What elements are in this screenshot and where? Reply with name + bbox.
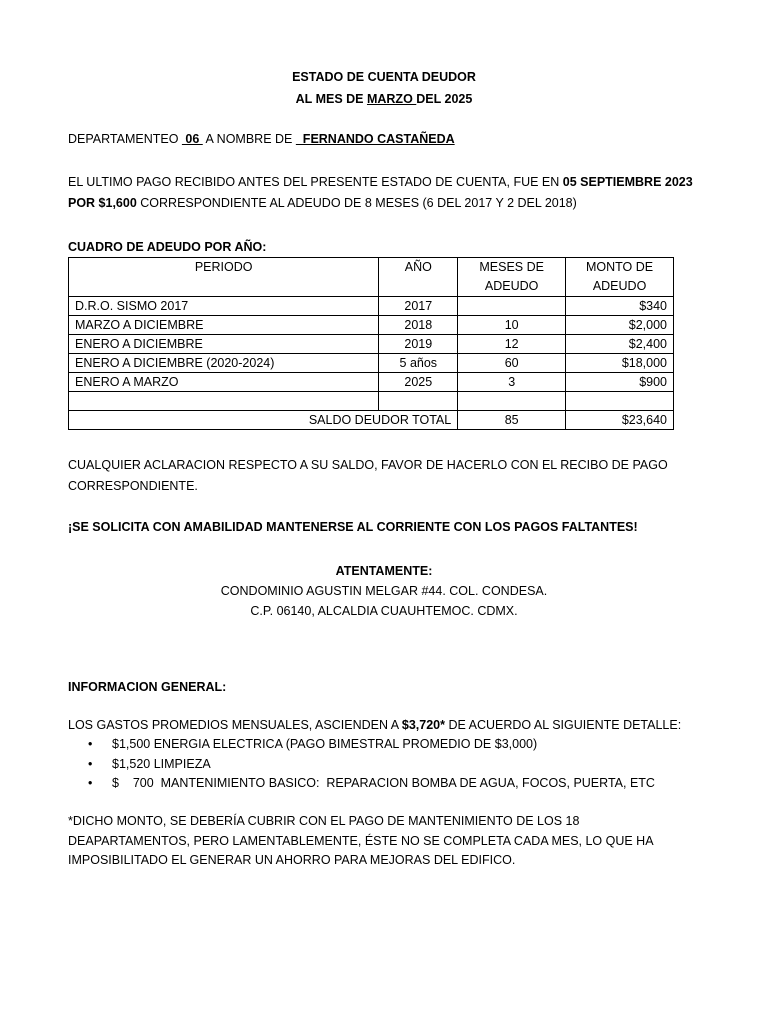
title-month: MARZO bbox=[366, 92, 417, 106]
cell-meses: 10 bbox=[458, 316, 566, 335]
last-payment-paragraph bbox=[68, 172, 698, 214]
table-row-empty bbox=[69, 392, 674, 411]
table-total-row bbox=[69, 411, 674, 430]
header-anio-text: AÑO bbox=[404, 260, 432, 274]
title-line-2 bbox=[0, 88, 768, 110]
cell-monto: $18,000 bbox=[566, 354, 674, 373]
dept-label: DEPARTAMENTEO bbox=[68, 132, 182, 146]
table-row bbox=[69, 373, 674, 392]
header-periodo bbox=[69, 258, 379, 297]
cell-anio: 5 años bbox=[379, 354, 458, 373]
general-intro-suffix: DE ACUERDO AL SIGUIENTE DETALLE: bbox=[445, 718, 682, 732]
footnote-paragraph: *DICHO MONTO, SE DEBERÍA CUBRIR CON EL PAGO DE MANTENIMIENTO DE LOS 18 DEAPARTAMENTOS, PERO LAMENTABLEMENTE, ÉSTE NO SE COMPLETA CADA MES, LO QUE HA IMPOSIBILITADO EL GENERAR UN AHORRO PARA MEJORAS DEL EDIFICO. bbox=[68, 814, 653, 867]
last-payment-text-2: CORRESPONDIENTE AL ADEUDO DE 8 MESES (6 DEL 2017 Y 2 DEL 2018) bbox=[136, 196, 577, 210]
signature-line-2: C.P. 06140, ALCALDIA CUAUHTEMOC. CDMX. bbox=[250, 604, 518, 618]
cell-anio: 2018 bbox=[379, 316, 458, 335]
cell-meses bbox=[458, 297, 566, 316]
owner-name: FERNANDO CASTAÑEDA bbox=[295, 132, 455, 146]
cell-anio: 2019 bbox=[379, 335, 458, 354]
expense-item-text: $ 700 MANTENIMIENTO BASICO: REPARACION BOMBA DE AGUA, FOCOS, PUERTA, ETC bbox=[112, 776, 655, 790]
header-meses bbox=[458, 258, 566, 297]
payment-request: ¡SE SOLICITA CON AMABILIDAD MANTENERSE AL CORRIENTE CON LOS PAGOS FALTANTES! bbox=[68, 520, 638, 534]
cell-periodo: ENERO A MARZO bbox=[69, 373, 379, 392]
general-info-intro bbox=[68, 716, 681, 736]
cell-meses: 12 bbox=[458, 335, 566, 354]
dept-number: 06 bbox=[181, 132, 203, 146]
title-year: DEL 2025 bbox=[416, 92, 473, 106]
last-payment-date: 05 SEPTIEMBRE 2023 bbox=[562, 175, 693, 189]
cell-periodo: ENERO A DICIEMBRE (2020-2024) bbox=[69, 354, 379, 373]
cell-monto: $2,000 bbox=[566, 316, 674, 335]
signature-closing: ATENTAMENTE: bbox=[335, 564, 433, 578]
debt-table bbox=[68, 257, 674, 430]
header-monto bbox=[566, 258, 674, 297]
cell-periodo: D.R.O. SISMO 2017 bbox=[69, 297, 379, 316]
signature-block bbox=[0, 561, 768, 621]
signature-line-1: CONDOMINIO AGUSTIN MELGAR #44. COL. CONDESA. bbox=[220, 584, 548, 598]
title-month-prefix: AL MES DE bbox=[295, 92, 367, 106]
table-row bbox=[69, 316, 674, 335]
general-info-heading: INFORMACION GENERAL: bbox=[68, 680, 227, 694]
list-item bbox=[68, 774, 708, 794]
header-meses-line-2: ADEUDO bbox=[484, 279, 539, 293]
table-caption: CUADRO DE ADEUDO POR AÑO: bbox=[68, 240, 267, 254]
expense-item-text: $1,520 LIMPIEZA bbox=[112, 756, 211, 771]
last-payment-amount: POR $1,600 bbox=[68, 196, 137, 210]
cell-monto bbox=[566, 392, 674, 411]
cell-monto: $340 bbox=[566, 297, 674, 316]
expense-list bbox=[68, 735, 708, 794]
general-intro-amount: $3,720* bbox=[401, 718, 446, 732]
header-monto-line-2: ADEUDO bbox=[592, 279, 647, 293]
total-label: SALDO DEUDOR TOTAL bbox=[69, 411, 458, 430]
cell-anio: 2017 bbox=[379, 297, 458, 316]
cell-periodo bbox=[69, 392, 379, 411]
header-periodo-text: PERIODO bbox=[194, 260, 253, 274]
list-item bbox=[68, 735, 708, 755]
expense-item-text: $1,500 ENERGIA ELECTRICA (PAGO BIMESTRAL PROMEDIO DE $3,000) bbox=[112, 737, 538, 751]
owner-line bbox=[68, 129, 455, 150]
cell-anio bbox=[379, 392, 458, 411]
table-row bbox=[69, 297, 674, 316]
cell-anio: 2025 bbox=[379, 373, 458, 392]
cell-meses: 3 bbox=[458, 373, 566, 392]
header-meses-line-1: MESES DE bbox=[479, 260, 544, 274]
table-row bbox=[69, 335, 674, 354]
total-meses: 85 bbox=[458, 411, 566, 430]
clarification-paragraph: CUALQUIER ACLARACION RESPECTO A SU SALDO, FAVOR DE HACERLO CON EL RECIBO DE PAGO CORRESPONDIENTE. bbox=[68, 458, 668, 493]
list-item bbox=[68, 755, 708, 775]
table-row bbox=[69, 354, 674, 373]
header-monto-line-1: MONTO DE bbox=[585, 260, 654, 274]
last-payment-text-1: EL ULTIMO PAGO RECIBIDO ANTES DEL PRESENTE ESTADO DE CUENTA, FUE EN bbox=[68, 175, 563, 189]
general-intro-prefix: LOS GASTOS PROMEDIOS MENSUALES, ASCIENDEN A bbox=[68, 718, 402, 732]
header-anio bbox=[379, 258, 458, 297]
document-title bbox=[0, 66, 768, 110]
title-line-1: ESTADO DE CUENTA DEUDOR bbox=[292, 70, 476, 84]
cell-monto: $2,400 bbox=[566, 335, 674, 354]
owner-name-label: A NOMBRE DE bbox=[202, 132, 296, 146]
table-header-row bbox=[69, 258, 674, 297]
cell-periodo: MARZO A DICIEMBRE bbox=[69, 316, 379, 335]
total-monto: $23,640 bbox=[566, 411, 674, 430]
cell-meses: 60 bbox=[458, 354, 566, 373]
cell-monto: $900 bbox=[566, 373, 674, 392]
cell-meses bbox=[458, 392, 566, 411]
cell-periodo: ENERO A DICIEMBRE bbox=[69, 335, 379, 354]
